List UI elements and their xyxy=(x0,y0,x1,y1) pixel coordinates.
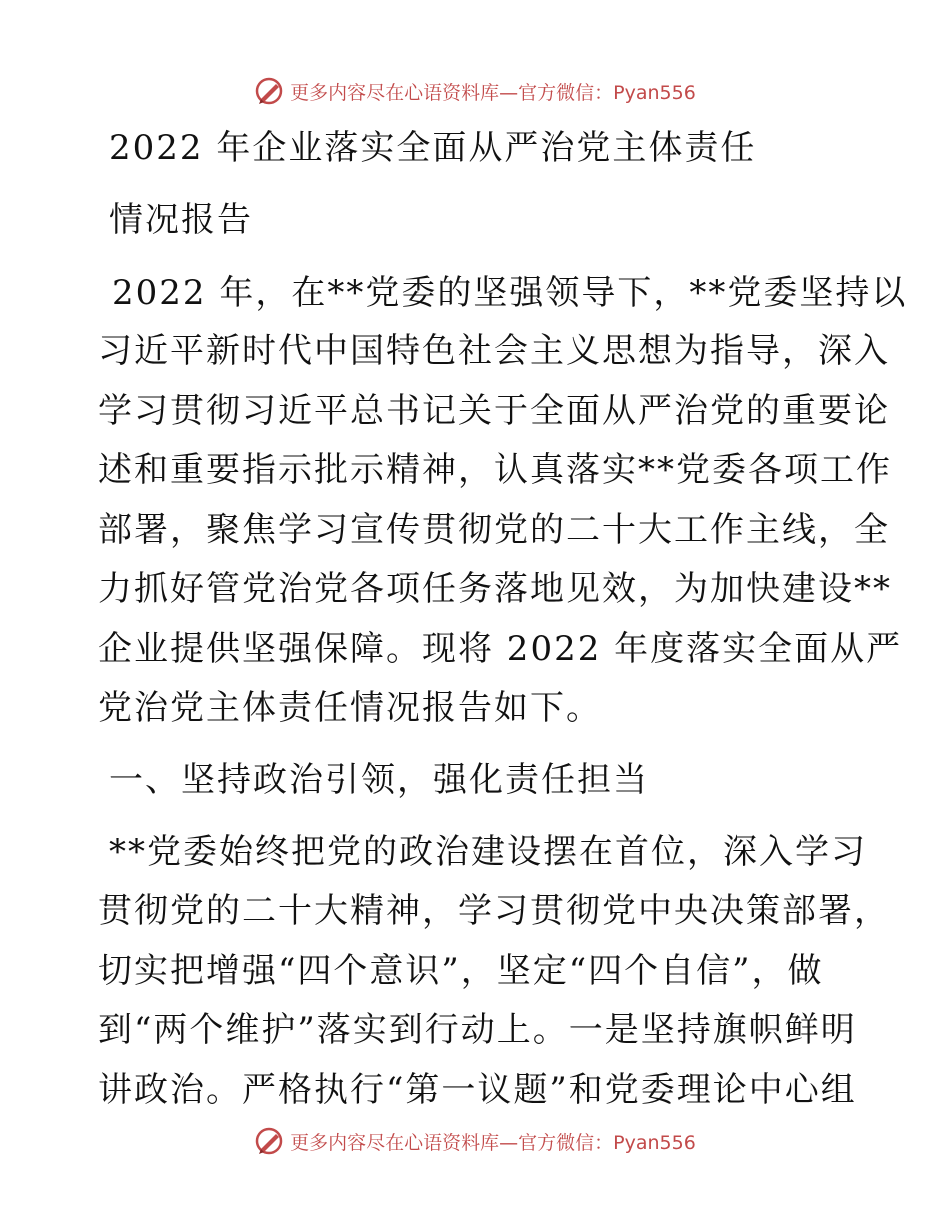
title-line-1: 2022 年企业落实全面从严治党主体责任 xyxy=(109,128,757,168)
watermark-text: 更多内容尽在心语资料库—官方微信：Pyan556 xyxy=(290,81,696,104)
paragraph-line: 讲政治。严格执行“第一议题”和党委理论中心组 xyxy=(98,1070,857,1110)
watermark-text: 更多内容尽在心语资料库—官方微信：Pyan556 xyxy=(290,1131,696,1154)
paragraph-line: 述和重要指示批示精神，认真落实**党委各项工作 xyxy=(98,450,892,490)
paragraph-line: 企业提供坚强保障。现将 2022 年度落实全面从严 xyxy=(98,629,903,669)
paragraph-line: 学习贯彻习近平总书记关于全面从严治党的重要论 xyxy=(98,391,890,431)
paragraph-line: 习近平新时代中国特色社会主义思想为指导，深入 xyxy=(98,331,890,371)
paragraph-line: 到“两个维护”落实到行动上。一是坚持旗帜鲜明 xyxy=(98,1010,857,1050)
watermark-header xyxy=(0,71,950,111)
paragraph-line: 贯彻党的二十大精神，学习贯彻党中央决策部署， xyxy=(98,891,890,931)
paragraph-line: 党治党主体责任情况报告如下。 xyxy=(98,688,602,728)
paragraph-line: 2022 年，在**党委的坚强领导下，**党委坚持以 xyxy=(112,273,908,313)
red-pen-circle-logo xyxy=(254,1126,284,1156)
section-heading: 一、坚持政治引领，强化责任担当 xyxy=(109,760,649,800)
paragraph-line: 部署，聚焦学习宣传贯彻党的二十大工作主线，全 xyxy=(98,510,890,550)
red-pen-circle-logo xyxy=(254,76,284,106)
paragraph-line: 切实把增强“四个意识”，坚定“四个自信”，做 xyxy=(98,951,824,991)
watermark-footer xyxy=(0,1121,950,1161)
paragraph-line: 力抓好管党治党各项任务落地见效，为加快建设** xyxy=(98,569,892,609)
title-line-2: 情况报告 xyxy=(109,200,253,240)
paragraph-line: **党委始终把党的政治建设摆在首位，深入学习 xyxy=(109,832,867,872)
